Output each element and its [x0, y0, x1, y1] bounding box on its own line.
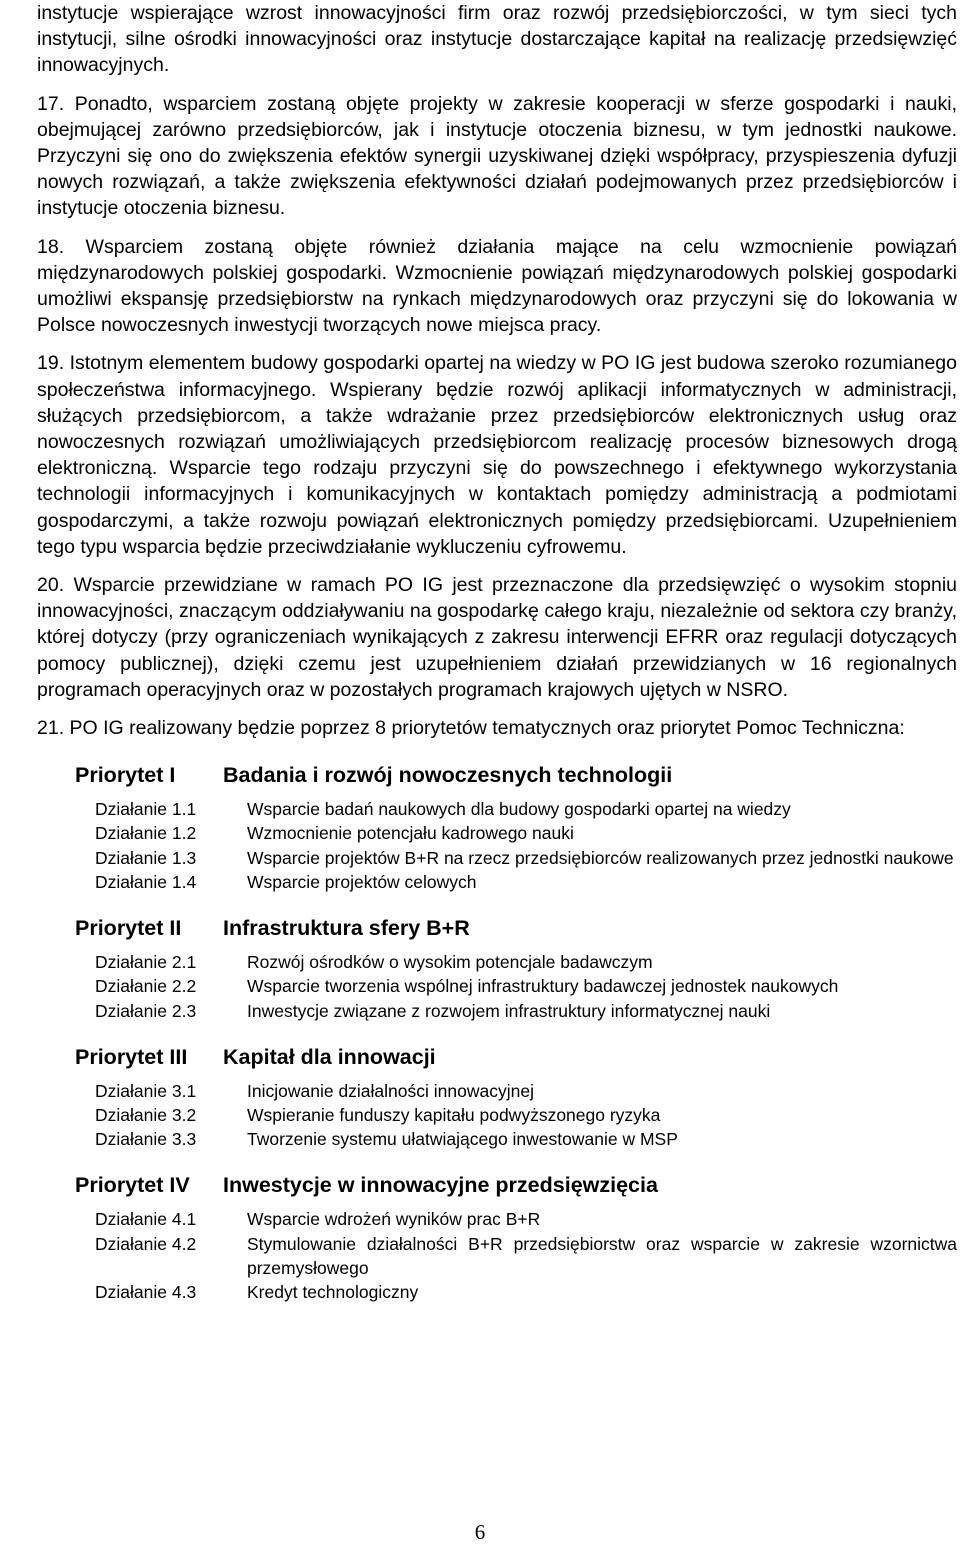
action-text: Rozwój ośrodków o wysokim potencjale badawczym: [247, 952, 653, 973]
action-row: [95, 821, 957, 845]
item-20-number: 20.: [37, 574, 65, 597]
priority-4-title: Inwestycje w innowacyjne przedsięwzięcia: [223, 1173, 658, 1198]
item-19-body: Istotnym elementem budowy gospodarki opartej na wiedzy w PO IG jest budowa szeroko rozumianego społeczeństwa informacyjnego. Wspierany będzie rozwój aplikacji informatycznych w administracji, służących przedsiębiorcom, a także wdrażanie przez przedsiębiorców elektronicznych usług oraz nowoczesnych rozwiązań umożliwiających przedsiębiorcom realizację procesów biznesowych drogą elektroniczną. Wsparcie tego rodzaju przyczyni się do powszechnego i efektywnego wykorzystania technologii informacyjnych i komunikacyjnych w kontaktach pomiędzy administracją a podmiotami gospodarczymi, a także rozwoju powiązań elektronicznych pomiędzy przedsiębiorcami. Uzupełnieniem tego typu wsparcia będzie przeciwdziałanie wykluczeniu cyfrowemu.: [37, 352, 957, 558]
action-label: Działanie 2.1: [95, 952, 197, 973]
action-row: [95, 1207, 957, 1231]
action-label: Działanie 1.4: [95, 871, 197, 892]
action-text: Kredyt technologiczny: [247, 1281, 419, 1302]
item-20: [37, 572, 957, 703]
action-text: Wsparcie projektów B+R na rzecz przedsiębiorców realizowanych przez jednostki naukowe: [247, 847, 954, 868]
item-18-number: 18.: [37, 235, 65, 258]
action-label: Działanie 2.3: [95, 1000, 197, 1021]
priority-3-title: Kapitał dla innowacji: [223, 1044, 436, 1069]
action-text: Wsparcie projektów celowych: [247, 871, 477, 892]
item-20-text: [37, 572, 957, 703]
priority-4-label: Priorytet IV: [75, 1173, 190, 1198]
action-text: Wsparcie badań naukowych dla budowy gospodarki opartej na wiedzy: [247, 799, 791, 820]
document-page: [37, 0, 957, 1304]
action-label: Działanie 4.3: [95, 1281, 197, 1302]
action-row: [95, 1280, 957, 1304]
action-label: Działanie 4.2: [95, 1233, 197, 1254]
action-text: Stymulowanie działalności B+R przedsiębiorstw oraz wsparcie w zakresie wzornictwa przemysłowego: [247, 1233, 957, 1278]
item-17: [37, 91, 957, 222]
action-text: Wsparcie wdrożeń wyników prac B+R: [247, 1209, 541, 1230]
action-row: [95, 1079, 957, 1103]
item-18-text: [37, 234, 957, 339]
action-row: [95, 870, 957, 894]
priority-2-actions: [95, 950, 957, 1023]
action-text: Tworzenie systemu ułatwiającego inwestowanie w MSP: [247, 1129, 678, 1150]
page-number: 6: [474, 1520, 486, 1544]
action-row: [95, 999, 957, 1023]
item-20-body: Wsparcie przewidziane w ramach PO IG jest przeznaczone dla przedsięwzięć o wysokim stopniu innowacyjności, znaczącym oddziaływaniu na gospodarkę całego kraju, niezależnie od sektora czy branży, której dotyczy (przy ograniczeniach wynikających z zakresu interwencji EFRR oraz regulacji dotyczących pomocy publicznej), dzięki czemu jest uzupełnieniem działań przewidzianych w 16 regionalnych programach operacyjnych oraz w pozostałych programach krajowych ujętych w NSRO.: [37, 574, 957, 701]
priority-1-actions: [95, 797, 957, 894]
action-label: Działanie 1.3: [95, 847, 197, 868]
action-label: Działanie 3.2: [95, 1104, 197, 1125]
priority-3-actions: [95, 1079, 957, 1152]
intro-paragraph: instytucje wspierające wzrost innowacyjności firm oraz rozwój przedsiębiorczości, w tym sieci tych instytucji, silne ośrodki innowacyjności oraz instytucje dostarczające kapitał na realizację przedsięwzięć innowacyjnych.: [37, 2, 957, 77]
action-label: Działanie 3.1: [95, 1080, 197, 1101]
priority-3-heading: [75, 1043, 957, 1071]
action-text: Inicjowanie działalności innowacyjnej: [247, 1080, 534, 1101]
action-label: Działanie 4.1: [95, 1209, 197, 1230]
action-row: [95, 1103, 957, 1127]
action-row: [95, 797, 957, 821]
action-label: Działanie 1.2: [95, 823, 197, 844]
item-21-body: PO IG realizowany będzie poprzez 8 priorytetów tematycznych oraz priorytet Pomoc Techniczna:: [69, 717, 905, 740]
priority-4-heading: [75, 1171, 957, 1199]
action-text: Wzmocnienie potencjału kadrowego nauki: [247, 823, 574, 844]
action-row: [95, 846, 957, 870]
priority-3-label: Priorytet III: [75, 1044, 188, 1069]
action-text: Wsparcie tworzenia wspólnej infrastruktury badawczej jednostek naukowych: [247, 976, 839, 997]
priority-4-actions: [95, 1207, 957, 1304]
item-18-body: Wsparciem zostaną objęte również działania mające na celu wzmocnienie powiązań międzynarodowych polskiej gospodarki. Wzmocnienie powiązań międzynarodowych polskiej gospodarki umożliwi ekspansję przedsiębiorstw na rynkach międzynarodowych oraz przyczyni się do lokowania w Polsce nowoczesnych inwestycji tworzących nowe miejsca pracy.: [37, 235, 957, 337]
priority-1-title: Badania i rozwój nowoczesnych technologii: [223, 763, 673, 788]
item-21-number: 21.: [37, 717, 65, 740]
item-18: [37, 234, 957, 339]
item-19-text: [37, 350, 957, 560]
item-21: [37, 715, 957, 741]
action-label: Działanie 1.1: [95, 799, 197, 820]
action-label: Działanie 2.2: [95, 976, 197, 997]
action-label: Działanie 3.3: [95, 1129, 197, 1150]
priority-2-title: Infrastruktura sfery B+R: [223, 916, 470, 941]
action-row: [95, 1127, 957, 1151]
item-17-number: 17.: [37, 92, 65, 115]
priority-1-heading: [75, 761, 957, 789]
action-row: [95, 1232, 957, 1280]
item-17-body: Ponadto, wsparciem zostaną objęte projekty w zakresie kooperacji w sferze gospodarki i nauki, obejmującej zarówno przedsiębiorców, jak i instytucje otoczenia biznesu, w tym jednostki naukowe. Przyczyni się ono do zwiększenia efektów synergii uzyskiwanej dzięki współpracy, przyspieszenia dyfuzji nowych rozwiązań, a także zwiększenia efektywności działań podejmowanych przez przedsiębiorców i instytucje otoczenia biznesu.: [37, 92, 957, 220]
priority-2-heading: [75, 914, 957, 942]
priority-2-label: Priorytet II: [75, 916, 182, 941]
action-row: [95, 950, 957, 974]
action-row: [95, 974, 957, 998]
item-17-text: [37, 91, 957, 222]
item-19: [37, 350, 957, 560]
action-text: Inwestycje związane z rozwojem infrastruktury informatycznej nauki: [247, 1000, 771, 1021]
item-21-text: [37, 715, 957, 741]
item-19-number: 19.: [37, 352, 65, 375]
priority-1-label: Priorytet I: [75, 763, 176, 788]
action-text: Wspieranie funduszy kapitału podwyższonego ryzyka: [247, 1104, 661, 1125]
